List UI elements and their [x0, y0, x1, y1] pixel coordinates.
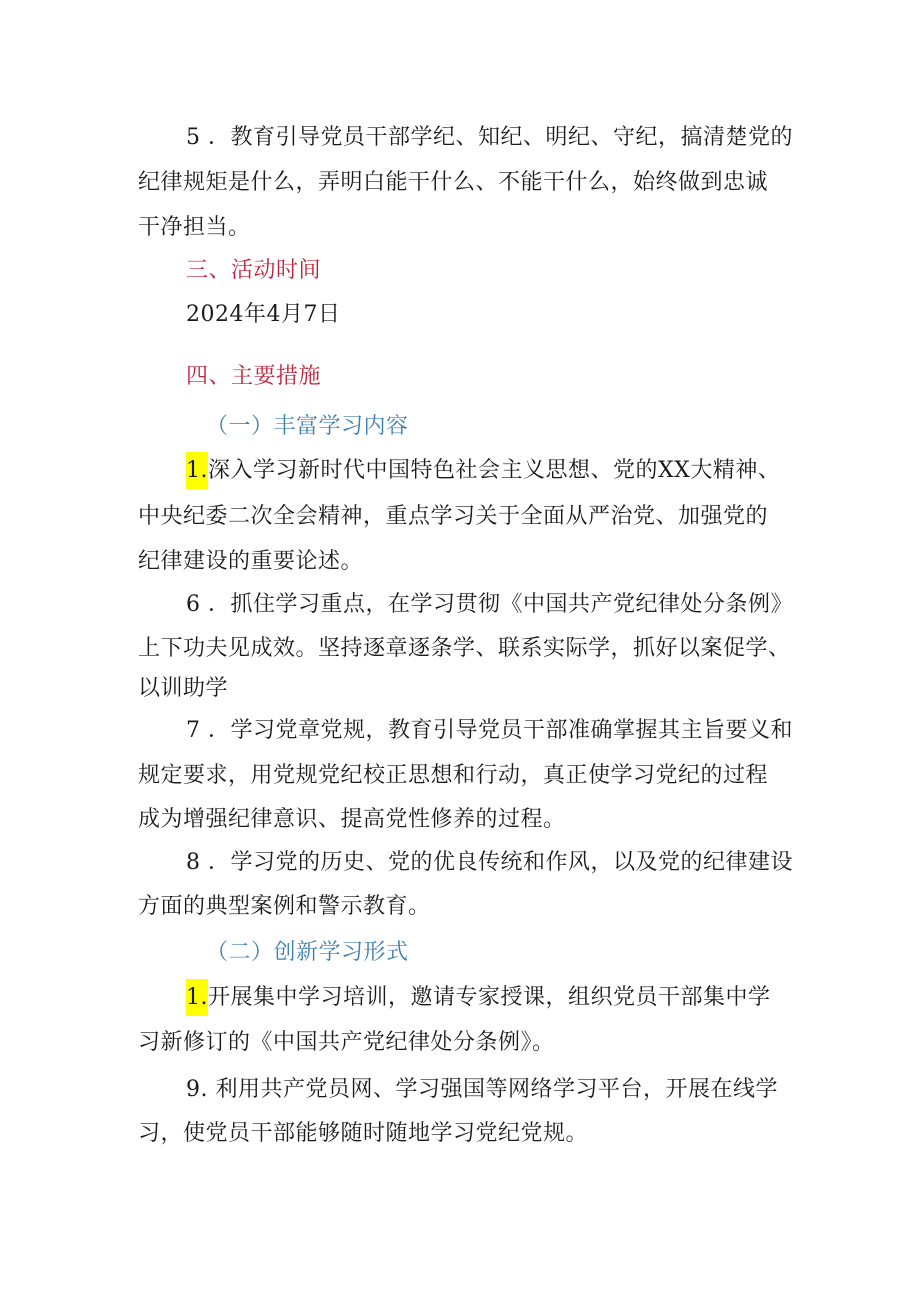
highlighted-number: 1.	[186, 452, 208, 489]
subsection-heading-enrich-content: （一）丰富学习内容	[206, 414, 409, 439]
paragraph-5-line-1: 5 ．教育引导党员干部学纪、知纪、明纪、守纪，搞清楚党的	[186, 125, 793, 150]
paragraph-6-line-2: 上下功夫见成效。坚持逐章逐条学、联系实际学，抓好以案促学、	[138, 636, 791, 661]
paragraph-1a-line-1	[186, 456, 780, 486]
paragraph-1a-text: 深入学习新时代中国特色社会主义思想、党的XX大精神、	[208, 458, 781, 483]
section-heading-activity-time: 三、活动时间	[186, 258, 322, 283]
paragraph-1b-text: 开展集中学习培训，邀请专家授课，组织党员干部集中学	[208, 985, 771, 1010]
highlighted-number: 1.	[186, 979, 208, 1016]
section-heading-main-measures: 四、主要措施	[186, 364, 322, 389]
paragraph-1a-line-2: 中央纪委二次全会精神，重点学习关于全面从严治党、加强党的	[138, 504, 769, 529]
paragraph-7-line-2: 规定要求，用党规党纪校正思想和行动，真正使学习党纪的过程	[138, 763, 769, 788]
activity-date: 2024年4月7日	[186, 302, 341, 327]
paragraph-1a-line-3: 纪律建设的重要论述。	[138, 549, 364, 574]
paragraph-8-line-1: 8 ．学习党的历史、党的优良传统和作风，以及党的纪律建设	[186, 850, 793, 875]
subsection-heading-innovate-form: （二）创新学习形式	[206, 940, 409, 965]
paragraph-7-line-1: 7 ．学习党章党规，教育引导党员干部准确掌握其主旨要义和	[186, 718, 793, 743]
paragraph-9-line-2: 习，使党员干部能够随时随地学习党纪党规。	[138, 1121, 589, 1146]
paragraph-5-line-3: 干净担当。	[138, 215, 251, 240]
paragraph-1b-line-1	[186, 983, 771, 1013]
paragraph-7-line-3: 成为增强纪律意识、提高党性修养的过程。	[138, 807, 566, 832]
paragraph-8-line-2: 方面的典型案例和警示教育。	[138, 894, 431, 919]
paragraph-9-line-1: 9. 利用共产党员网、学习强国等网络学习平台，开展在线学	[186, 1077, 778, 1102]
paragraph-1b-line-2: 习新修订的《中国共产党纪律处分条例》。	[138, 1030, 555, 1055]
paragraph-5-line-2: 纪律规矩是什么，弄明白能干什么、不能干什么，始终做到忠诚	[138, 170, 769, 195]
paragraph-6-line-1: 6 ．抓住学习重点，在学习贯彻《中国共产党纪律处分条例》	[186, 592, 793, 617]
paragraph-6-line-3: 以训助学	[138, 676, 229, 701]
